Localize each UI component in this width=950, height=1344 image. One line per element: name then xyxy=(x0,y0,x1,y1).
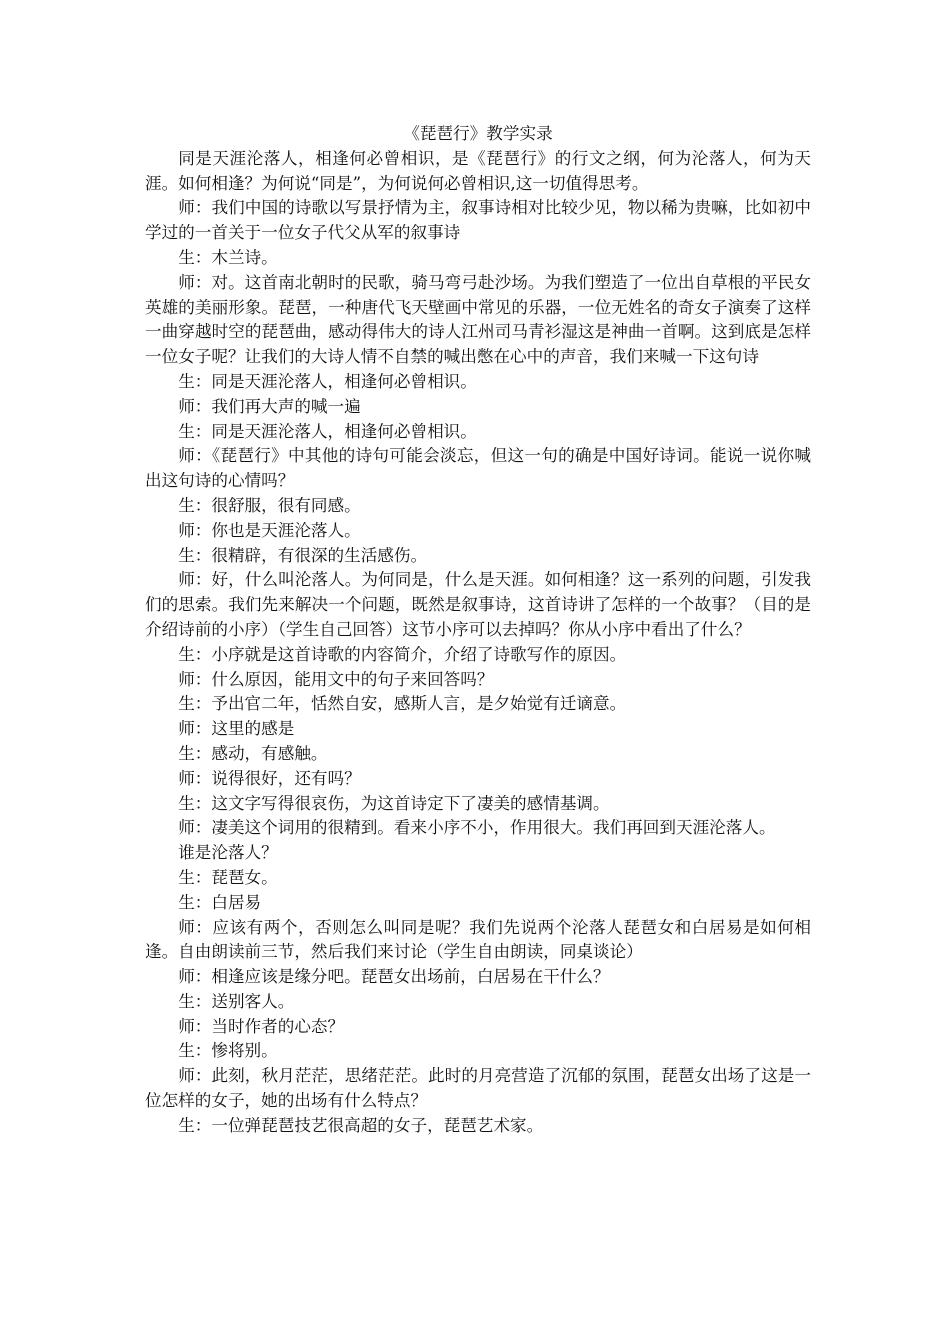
paragraph: 师：这里的感是 xyxy=(178,719,295,739)
paragraph: 师：此刻，秋月茫茫，思绪茫茫。此时的月亮营造了沉郁的氛围，琵琶女出场了这是一位怎样的女子，她的出场有什么特点？ xyxy=(145,1066,811,1111)
paragraph: 生：小序就是这首诗歌的内容简介，介绍了诗歌写作的原因。 xyxy=(178,644,627,664)
paragraph: 生：白居易 xyxy=(178,892,262,912)
paragraph: 师：你也是天涯沦落人。 xyxy=(178,520,361,540)
paragraph: 谁是沦落人？ xyxy=(178,843,278,863)
paragraph: 生：琵琶女。 xyxy=(178,867,278,887)
paragraph: 生：惨将别。 xyxy=(178,1041,278,1061)
paragraph: 生：很舒服，很有同感。 xyxy=(178,495,361,515)
paragraph: 生：感动，有感触。 xyxy=(178,743,328,763)
paragraph: 师：相逢应该是缘分吧。琵琶女出场前，白居易在干什么？ xyxy=(178,967,610,987)
paragraph: 生：同是天涯沦落人，相逢何必曾相识。 xyxy=(178,421,477,441)
paragraph: 师：我们中国的诗歌以写景抒情为主，叙事诗相对比较少见，物以稀为贵嘛，比如初中学过的一首关于一位女子代父从军的叙事诗 xyxy=(145,198,811,243)
paragraph: 生：送别客人。 xyxy=(178,991,295,1011)
paragraph: 师：凄美这个词用的很精到。看来小序不小，作用很大。我们再回到天涯沦落人。 xyxy=(178,818,776,838)
paragraph: 同是天涯沦落人，相逢何必曾相识，是《琵琶行》的行文之纲，何为沦落人，何为天涯。如何相逢？为何说“同是”，为何说何必曾相识,这一切值得思考。 xyxy=(145,148,811,193)
document-body xyxy=(145,122,811,1139)
paragraph: 师：好，什么叫沦落人。为何同是，什么是天涯。如何相逢？这一系列的问题，引发我们的思索。我们先来解决一个问题，既然是叙事诗，这首诗讲了怎样的一个故事？（目的是介绍诗前的小序）（学生自己回答）这节小序可以去掉吗？你从小序中看出了什么？ xyxy=(145,570,811,639)
paragraph: 生：予出官二年，恬然自安，感斯人言，是夕始觉有迁谪意。 xyxy=(178,694,627,714)
document-title: 《琵琶行》教学实录 xyxy=(403,124,553,143)
paragraph: 师：《琵琶行》中其他的诗句可能会淡忘，但这一句的确是中国好诗词。能说一说你喊出这句诗的心情吗？ xyxy=(145,446,811,491)
paragraph: 生：一位弹琵琶技艺很高超的女子，琵琶艺术家。 xyxy=(178,1115,544,1135)
paragraph: 师：我们再大声的喊一遍 xyxy=(178,396,361,416)
paragraph: 师：说得很好，还有吗？ xyxy=(178,768,361,788)
paragraph: 师：当时作者的心态？ xyxy=(178,1016,345,1036)
paragraph: 生：很精辟，有很深的生活感伤。 xyxy=(178,545,428,565)
paragraph: 生：同是天涯沦落人，相逢何必曾相识。 xyxy=(178,371,477,391)
paragraph: 师：应该有两个，否则怎么叫同是呢？我们先说两个沦落人琵琶女和白居易是如何相逢。自由朗读前三节，然后我们来讨论（学生自由朗读，同桌谈论） xyxy=(145,917,811,962)
paragraph: 师：对。这首南北朝时的民歌，骑马弯弓赴沙场。为我们塑造了一位出自草根的平民女英雄的美丽形象。琵琶，一种唐代飞天壁画中常见的乐器，一位无姓名的奇女子演奏了这样一曲穿越时空的琵琶曲，感动得伟大的诗人江州司马青衫湿这是神曲一首啊。这到底是怎样一位女子呢？让我们的大诗人情不自禁的喊出憋在心中的声音，我们来喊一下这句诗 xyxy=(145,272,811,367)
paragraph: 生：木兰诗。 xyxy=(178,247,278,267)
paragraph: 生：这文字写得很哀伤，为这首诗定下了凄美的感情基调。 xyxy=(178,793,610,813)
paragraph: 师：什么原因，能用文中的句子来回答吗？ xyxy=(178,669,494,689)
